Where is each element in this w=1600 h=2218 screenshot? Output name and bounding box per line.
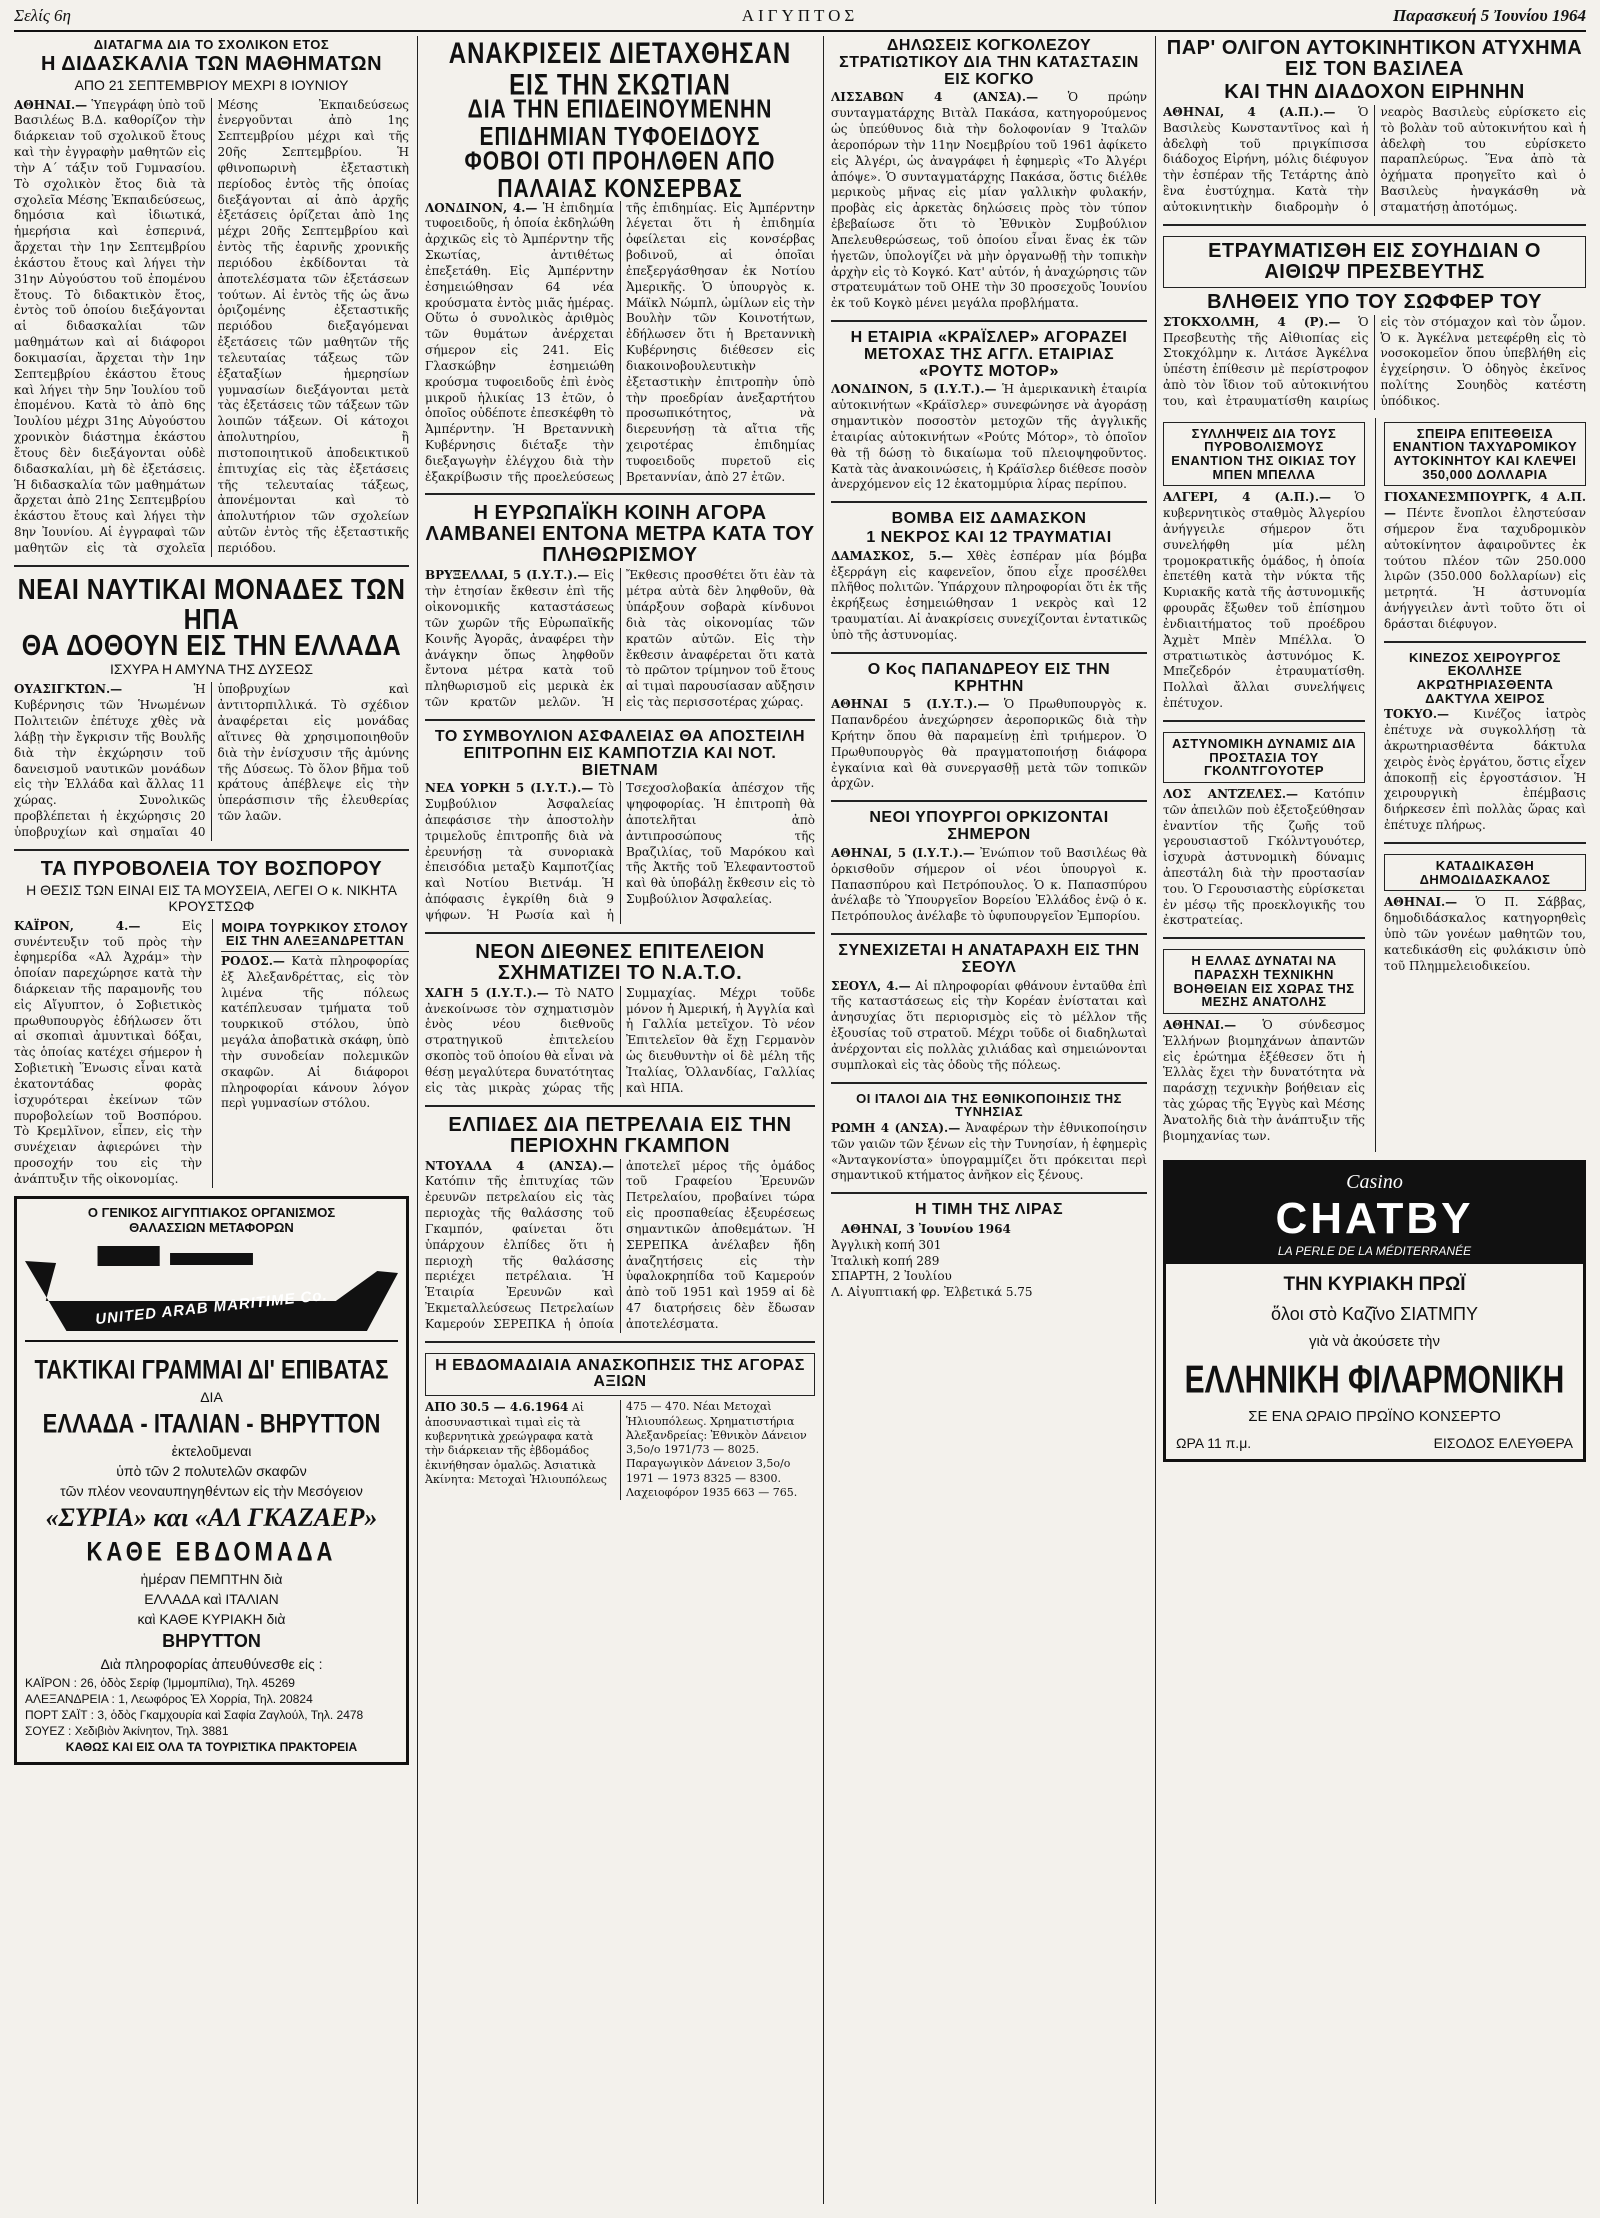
dateline: ΔΑΜΑΣΚΟΣ, 5.— bbox=[831, 548, 954, 563]
headline: ΚΑΙ ΤΗΝ ΔΙΑΔΟΧΟΝ ΕΙΡΗΝΗΝ bbox=[1224, 81, 1525, 103]
article-body bbox=[831, 1121, 1147, 1184]
dateline: ΑΠΟ 30.5 — 4.6.1964 bbox=[425, 1400, 569, 1415]
headline: 1 ΝΕΚΡΟΣ ΚΑΙ 12 ΤΡΑΥΜΑΤΙΑΙ bbox=[866, 528, 1112, 546]
split-right bbox=[1375, 418, 1586, 1153]
article-text: Πέντε ἔνοπλοι ἐληστεύσαν σήμερον ἕνα ταχυδρομικὸν αὐτοκίνητον ἀφαιροῦντες ἐκ τούτου πλέον τῶν 250.000 λιρῶν (350.000 δολλαρίων) εἰς μετρητά. Ἡ ἀστυνομία ἀνήγγειλεν ἀντὶ τοῦτο ὅτι οἱ δράσται διέφυγον. bbox=[1384, 506, 1586, 631]
article-lira bbox=[831, 1192, 1147, 1301]
casino-script: Casino bbox=[1346, 1171, 1403, 1194]
dateline: ΤΟΚΥΟ.— bbox=[1384, 707, 1450, 722]
headline: ΕΛΠΙΔΕΣ ΔΙΑ ΠΕΤΡΕΛΑΙΑ ΕΙΣ ΤΗΝ ΠΕΡΙΟΧΗΝ ΓΚΑΜΠΟΝ bbox=[448, 1113, 792, 1157]
ad-line: ΕΛΛΑΔΑ καὶ ΙΤΑΛΙΑΝ bbox=[144, 1590, 279, 1607]
ad-line: ἐκτελοῦμεναι bbox=[171, 1442, 252, 1459]
headline: ΝΕΟΝ ΔΙΕΘΝΕΣ ΕΠΙΤΕΛΕΙΟΝ ΣΧΗΜΑΤΙΖΕΙ ΤΟ Ν.Α.Τ.Ο. bbox=[475, 940, 765, 984]
dateline: ΡΟΔΟΣ.— bbox=[221, 953, 285, 968]
article-body bbox=[1163, 1018, 1365, 1145]
article-text: Αἱ πληροφορίαι φθάνουν ἐνταῦθα ἐπὶ τῆς καταστάσεως εἰς τὴν Κορέαν ἐνίσταται καὶ ἀνησυχίας ὅτι περιορισμὸς εἰς τὸ μέλλον τῆς ἐξουσίας τοῦ στρατοῦ. Μέχρι τοῦδε οἱ διαδηλωταὶ ἀνέρχονται εἰς πολλὰς χιλιάδας καὶ σημειώνονται συμπλοκαὶ εἰς τὰς ὁδοὺς τῆς πόλεως. bbox=[831, 978, 1147, 1072]
article-body bbox=[14, 682, 409, 840]
headline: ΤΑ ΠΥΡΟΒΟΛΕΙΑ ΤΟΥ ΒΟΣΠΟΡΟΥ bbox=[40, 857, 383, 880]
headline: ΦΟΒΟΙ ΟΤΙ ΠΡΟΗΛΘΕΝ ΑΠΟ ΠΑΛΑΙΑΣ ΚΟΝΣΕΡΒΑΣ bbox=[464, 147, 776, 204]
dateline: ΛΙΣΣΑΒΩΝ 4 (ΑΝΣΑ).— bbox=[831, 90, 1039, 105]
ad-line: Διὰ πληροφορίας ἀπευθύνεσθε εἰς : bbox=[100, 1655, 323, 1672]
column-rule bbox=[1155, 36, 1156, 2204]
article-ben-bella bbox=[1163, 422, 1365, 712]
article-body bbox=[831, 549, 1147, 644]
article-king-accident bbox=[1163, 38, 1586, 216]
article-damascus-bomb bbox=[831, 501, 1147, 644]
casino-name: CHATBY bbox=[1275, 1194, 1474, 1244]
column-3 bbox=[831, 36, 1147, 2204]
article-nato bbox=[425, 932, 815, 1097]
dateline: ΟΥΑΣΙΓΚΤΩΝ.— bbox=[14, 682, 123, 697]
column-rule bbox=[823, 36, 824, 2204]
article-text: Ὁ Βασιλεὺς Κωνσταντῖνος καὶ ἡ ἀδελφὴ τοῦ πριγκίπισσα διάδοχος Εἰρήνη, μόλις διέφυγον τὴν ἑσπέραν τῆς Τετάρτης ἀπὸ ἓνα ἐυστύχημα. Κατὰ τὴν αὐτοκινητικὴν διαδρομὴν ὁ νεαρὸς Βασιλεὺς εὑρίσκετο εἰς τὸ βολὰν τοῦ αὐτοκινήτου καὶ ἡ ἀδελφὴ του εὑρίσκετο παραπλεύρως. Ἕνα ἀπὸ τὰ ὀχήματα προηγεῖτο καὶ ὁ Βασιλεὺς ἠναγκάσθη νὰ σταματήσῃ ἀποτόμως. bbox=[1163, 105, 1586, 214]
headline: ΔΗΛΩΣΕΙΣ ΚΟΓΚΟΛΕΖΟΥ ΣΤΡΑΤΙΩΤΙΚΟΥ ΔΙΑ ΤΗΝ ΚΑΤΑΣΤΑΣΙΝ ΕΙΣ ΚΟΓΚΟ bbox=[839, 37, 1139, 88]
headline: ΝΕΑΙ ΝΑΥΤΙΚΑΙ ΜΟΝΑΔΕΣ ΤΩΝ ΗΠΑ bbox=[17, 573, 406, 636]
subheadline: ΙΣΧΥΡΑ Η ΑΜΥΝΑ ΤΗΣ ΔΥΣΕΩΣ bbox=[109, 661, 314, 678]
article-body bbox=[425, 781, 815, 923]
paper-title: ΑΙΓΥΠΤΟΣ bbox=[741, 6, 859, 25]
headline: ΑΣΤΥΝΟΜΙΚΗ ΔΥΝΑΜΙΣ ΔΙΑ ΠΡΟΣΤΑΣΙΑ ΤΟΥ ΓΚΟΛΝΤΓΟΥΟΤΕΡ bbox=[1163, 732, 1365, 783]
headline: Ο Κος ΠΑΠΑΝΔΡΕΟΥ ΕΙΣ ΤΗΝ ΚΡΗΤΗΝ bbox=[867, 660, 1111, 695]
dateline: ΓΙΟΧΑΝΕΣΜΠΟΥΡΓΚ, 4 Α.Π.— bbox=[1384, 490, 1586, 521]
headline: Η ΕΛΛΑΣ ΔΥΝΑΤΑΙ ΝΑ ΠΑΡΑΣΧΗ ΤΕΧΝΙΚΗΝ ΒΟΗΘΕΙΑΝ ΕΙΣ ΧΩΡΑΣ ΤΗΣ ΜΕΣΗΣ ΑΝΑΤΟΛΗΣ bbox=[1163, 949, 1365, 1014]
article-body bbox=[14, 919, 202, 1188]
split-left bbox=[1163, 418, 1365, 1153]
article-text: Κατόπιν τῆς ἐπιτυχίας τῶν ἐρευνῶν πετρελαίου εἰς τὰς περιοχὰς τῆς θαλάσσης τοῦ Γκαμπόν, φαίνεται ὅτι ὑπάρχουν ἐλπίδες ὅτι ἡ περιοχὴ τῆς θαλάσσης περιέχει πετρέλαια. Ἡ Ἑταιρία Ἐρευνῶν καὶ Ἐκμεταλλεύσεως Πετρελαίων Καμερούν ΣΕΡΕΠΚΑ ἡ ὁποία ἀποτελεῖ μέρος τῆς ὁμάδος τοῦ Γραφείου Ἐρευνῶν Πετρελαίου, προβαίνει τώρα εἰς προσπαθείας ἐξευρέσεως σημαντικῶν ἀποθεμάτων. Ἡ ΣΕΡΕΠΚΑ ἀνέλαβεν ἤδη ἀναζητήσεις εἰς τὴν ὑφαλοκρηπίδα τοῦ Καμερούν ἀπὸ τοῦ 1951 καὶ 1959 αἱ δὲ 47 διατρήσεις δὲν ἔδωσαν ἀποτελέσματα. bbox=[425, 1158, 815, 1331]
dateline: ΑΘΗΝΑΙ, 3 Ἰουνίου 1964 bbox=[841, 1221, 1011, 1236]
ad-address: ΠΟΡΤ ΣΑΪΤ : 3, ὁδὸς Γκαμχουρία καὶ Σαφία Ζαγλούλ, Τηλ. 2478 bbox=[25, 1707, 364, 1722]
ad-footer: ΚΑΘΩΣ ΚΑΙ ΕΙΣ ΟΛΑ ΤΑ ΤΟΥΡΙΣΤΙΚΑ ΠΡΑΚΤΟΡΕΙΑ bbox=[65, 1739, 358, 1754]
dateline: ΑΛΓΕΡΙ, 4 (Α.Π.).— bbox=[1163, 490, 1332, 505]
article-crete bbox=[831, 652, 1147, 793]
column-1 bbox=[14, 36, 409, 2204]
headline: ΕΤΡΑΥΜΑΤΙΣΘΗ ΕΙΣ ΣΟΥΗΔΙΑΝ Ο ΑΙΘΙΩΨ ΠΡΕΣΒΕΥΤΗΣ bbox=[1163, 236, 1586, 288]
ad-line: ΔΙΑ bbox=[200, 1388, 223, 1405]
dateline: ΝΤΟΥΑΛΑ 4 (ΑΝΣΑ).— bbox=[425, 1158, 614, 1173]
headline: ΣΠΕΙΡΑ ΕΠΙΤΕΘΕΙΣΑ ΕΝΑΝΤΙΟΝ ΤΑΧΥΔΡΟΜΙΚΟΥ ΑΥΤΟΚΙΝΗΤΟΥ ΚΑΙ ΚΛΕΨΕΙ 350,000 ΔΟΛΛΑΡΙΑ bbox=[1384, 422, 1586, 487]
ad-frequency: ΚΑΘΕ ΕΒΔΟΜΑΔΑ bbox=[86, 1536, 337, 1567]
article-body bbox=[425, 568, 815, 710]
article-robbery bbox=[1384, 422, 1586, 633]
column-4 bbox=[1163, 36, 1586, 2204]
article-chinese-surgeon bbox=[1384, 641, 1586, 834]
article-text: Ὁ Πρεσβευτὴς τῆς Αἰθιοπίας εἰς Στοκχόλμην κ. Λιτάσε Ἀγκέλνα ὑπέστη ἐπίθεσιν μὲ περίστροφον ἀπὸ τὸν ἴδιον τοῦ αὐτοκινήτου του, καὶ ἐτραυματίσθη καιρίως εἰς τὸν στόμαχον καὶ τὸν ὦμον. Ὁ κ. Ἀγκέλνα μετεφέρθη εἰς τὸ νοσοκομεῖον ὅπου ὑπεβλήθη εἰς ἐγχείρησιν. Ὁ ὁδηγὸς ἐκεῖνος πολίτης Σουηδὸς κατέστη ὑπόδικος. bbox=[1163, 314, 1586, 408]
dateline: ΚΑΪΡΟΝ, 4.— bbox=[14, 918, 141, 933]
article-body bbox=[1384, 490, 1586, 632]
article-technical-aid bbox=[1163, 937, 1365, 1144]
article-body bbox=[831, 697, 1147, 792]
headline: Η ΕΤΑΙΡΙΑ «ΚΡΑΪΣΛΕΡ» ΑΓΟΡΑΖΕΙ ΜΕΤΟΧΑΣ ΤΗΣ ΑΓΓΛ. ΕΤΑΙΡΙΑΣ «ΡΟΥΤΣ ΜΟΤΟΡ» bbox=[850, 328, 1128, 380]
headline: ΘΑ ΔΟΘΟΥΝ ΕΙΣ ΤΗΝ ΕΛΛΑΔΑ bbox=[21, 630, 402, 663]
ad-casino-chatby bbox=[1163, 1160, 1586, 1462]
article-body bbox=[1163, 490, 1365, 712]
article-body bbox=[831, 90, 1147, 312]
article-text: Ὁ Π. Σάββας, δημοδιδάσκαλος κατηγορηθεὶς ὑπὸ τῶν γονέων μαθητῶν του, κατεδικάσθη εἰς φυλάκισιν ὑπὸ τοῦ Πλημμελειοδικείου. bbox=[1384, 895, 1586, 973]
article-body bbox=[221, 954, 409, 1112]
concert-time: ΩΡΑ 11 π.μ. bbox=[1176, 1435, 1252, 1452]
ad-line: ΤΗΝ ΚΥΡΙΑΚΗ ΠΡΩΪ bbox=[1283, 1274, 1466, 1296]
dateline: ΡΩΜΗ 4 (ΑΝΣΑ).— bbox=[831, 1120, 961, 1135]
headline: Η ΔΙΔΑΣΚΑΛΙΑ ΤΩΝ ΜΑΘΗΜΑΤΩΝ bbox=[40, 52, 383, 75]
ad-line: τῶν πλέον νεοναυπηγηθέντων εἰς τὴν Μεσόγειον bbox=[60, 1482, 363, 1499]
article-text: Τὸ Συμβούλιον Ἀσφαλείας ἀπεφάσισε τὴν ἀποστολὴν τριμελοῦς ἐπιτροπῆς διὰ νὰ ἐρευνήσῃ τὰ συνοριακὰ ἐπεισόδια μεταξὺ Καμποτζίας καὶ Νοτίου Βιετνάμ. Ἡ ἀπόφασις ἐγκρίθη διὰ 9 ψήφων. Ἡ Ρωσία καὶ ἡ Τσεχοσλοβακία ἀπέσχον τῆς ψηφοφορίας. Ἡ ἐπιτροπὴ θὰ ἀποτελῆται ἀπὸ ἀντιπροσώπους τῆς Βραζιλίας, τοῦ Μαρόκου καὶ τῆς Ἀκτῆς τοῦ Ἐλεφαντοστοῦ καὶ θὰ ὑποβάλῃ ἔκθεσιν εἰς τὸ Συμβούλιον Ἀσφαλείας. bbox=[425, 781, 815, 922]
ad-org: Ο ΓΕΝΙΚΟΣ ΑΙΓΥΠΤΙΑΚΟΣ ΟΡΓΑΝΙΣΜΟΣ bbox=[87, 1204, 336, 1220]
article-body bbox=[1384, 895, 1586, 974]
headline: ΣΥΝΕΧΙΖΕΤΑΙ Η ΑΝΑΤΑΡΑΧΗ ΕΙΣ ΤΗΝ ΣΕΟΥΛ bbox=[838, 942, 1140, 976]
page-number: Σελίς 6η bbox=[14, 6, 71, 25]
ad-line: ΒΗΡΥΤΤΟΝ bbox=[162, 1630, 261, 1651]
headline: ΒΛΗΘΕΙΣ ΥΠΟ ΤΟΥ ΣΩΦΦΕΡ ΤΟΥ bbox=[1207, 290, 1542, 313]
article-ethiopian-ambassador bbox=[1163, 224, 1586, 410]
article-text: Ἡ Κυβέρνησις τῶν Ἡνωμένων Πολιτειῶν ἐπέτυχε χθὲς νὰ λάβῃ τὴν ἔγκρισιν τῆς Βουλῆς διὰ τὴν ἐκχώρησιν τοῦ δανεισμοῦ ναυτικῶν μονάδων εἰς τὴν Ἑλλάδα καὶ ἄλλας 11 χώρας. Συνολικῶς προβλέπεται ἡ ἐκχώρησις 20 ὑποβρυχίων καὶ σημαῖαι 40 ὑποβρυχίων καὶ ἀντιτορπιλλικά. Τὸ σχέδιον ἀναφέρεται εἰς μονάδας αἵτινες θὰ χρησιμοποιηθοῦν διὰ τὴν ἐνίσχυσιν τῆς ἀμύνης τῆς Δύσεως. Τὸ ὅλον βῆμα τοῦ κράτους ἀπέβλεψε εἰς τὴν ὑπεράσπισιν τῆς ἐλευθερίας τῶν λαῶν. bbox=[14, 682, 409, 839]
split-section bbox=[1163, 418, 1586, 1153]
dateline: ΑΘΗΝΑΙ.— bbox=[14, 97, 88, 112]
article-body bbox=[831, 1222, 1147, 1301]
issue-date: Παρασκευή 5 Ἰουνίου 1964 bbox=[1392, 6, 1586, 25]
article-chrysler bbox=[831, 320, 1147, 493]
dateline: ΣΕΟΥΛ, 4.— bbox=[831, 978, 911, 993]
headline: ΠΑΡ' ΟΛΙΓΟΝ ΑΥΤΟΚΙΝΗΤΙΚΟΝ ΑΤΥΧΗΜΑ ΕΙΣ ΤΟΝ ΒΑΣΙΛΕΑ bbox=[1166, 37, 1583, 80]
article-naval-units bbox=[14, 565, 409, 841]
chatby-banner bbox=[1166, 1163, 1583, 1264]
dateline: ΛΟΝΔΙΝΟΝ, 5 (Ι.Υ.Τ.).— bbox=[831, 382, 997, 397]
article-text: Ὁ κυβερνητικὸς σταθμὸς Ἀλγερίου ἀνήγγειλε σήμερον ὅτι συνελήφθη μία μέλη τρομοκρατικῆς ὁμάδος, ἡ ὁποία ἐπετέθη κατὰ τὴν νύκτα τῆς Κυριακῆς κατὰ τῆς ἀστυνομικῆς φρουρᾶς ἔξωθεν τοῦ ἐπίσημου ἐνδιαιτήματος τοῦ προέδρου Ἀχμὲτ Μπὲν Μπέλλα. Ὁ στρατιωτικὸς ἀστυνόμος Κ. Μπεζεδρόν ἐτραυματίσθη. Πολλαὶ ἄλλαι συνελήψεις ἐπέτυχον. bbox=[1163, 490, 1365, 711]
article-text: Κατόπιν τῶν ἀπειλῶν ποὺ ἐξετοξεύθησαν ἐναντίον τῆς ζωῆς τοῦ γερουσιαστοῦ Γκόλντγουότερ, ἰσχυρὰ ἀστυνομικὴ δύναμις ἀπεστάλη διὰ τὴν προστασίαν του. Ὁ Γερουσιαστὴς εὑρίσκεται ἐν μέσῳ τῆς προεκλογικῆς του ἐκστρατείας. bbox=[1163, 786, 1365, 928]
dateline: ΛΟΣ ΑΝΤΖΕΛΕΣ.— bbox=[1163, 786, 1298, 801]
ad-routes: ΕΛΛΑΔΑ - ΙΤΑΛΙΑΝ - ΒΗΡΥΤΤΟΝ bbox=[42, 1408, 381, 1439]
article-tunisia bbox=[831, 1082, 1147, 1185]
rate-line: Ἀγγλικὴ κοπή 301 bbox=[831, 1237, 942, 1252]
headline: ΚΑΤΑΔΙΚΑΣΘΗ ΔΗΜΟΔΙΔΑΣΚΑΛΟΣ bbox=[1384, 854, 1586, 891]
article-school-year bbox=[14, 38, 409, 557]
article-seoul bbox=[831, 933, 1147, 1074]
article-text: Κινέζος ἰατρὸς ἐπέτυχε νὰ συγκολλήσῃ τὰ ἀκρωτηριασθέντα δάκτυλα χειρὸς ἑνὸς ἐργάτου, ὅστις εἶχεν ἀποκοπῇ εἰς ἐργοστάσιον. Ἡ χειρουργικὴ ἐπέμβασις διήρκεσεν ἐπὶ πολλὰς ὥρας καὶ ἐπέτυχε πλήρως. bbox=[1384, 707, 1586, 833]
article-text: Ἡ ἐπιδημία τυφοειδοῦς, ἡ ὁποία ἐκδηλώθη ἀρχικῶς εἰς τὸ Ἀμπέρντην τῆς Σκωτίας, ἀντιθέτως ἐπεξετάθη. Εἰς Ἀμπέρντην ἐσημειώθησαν 64 νέα κρούσματα ἐντὸς μιᾶς ἡμέρας. Οὕτω ὁ συνολικὸς ἀριθμὸς τῶν θυμάτων ἀνέρχεται σήμερον εἰς 241. Εἰς Γλασκώβην ἐσημειώθη κρούσμα τυφοειδοῦς ἐπὶ ἑνὸς μικροῦ ἡλικίας 13 ἐτῶν, ὁ ὁποῖος οὐδέποτε ἐπεσκέφθη τὸ Ἀμπέρντην. Ἡ Βρεταννικὴ Κυβέρνησις διέταξε τὴν διεξαγωγὴν ἐλέγχου διὰ τὴν ἐξακρίβωσιν τῆς προελεύσεως τῆς ἐπιδημίας. Εἰς Ἀμπέρντην λέγεται ὅτι ἡ ἐπιδημία ὀφείλεται εἰς κονσέρβας βοδινοῦ, αἱ ὁποῖαι ἐπεξεργάσθησαν ἐκ Νοτίου Ἀμερικῆς. Ὁ ὑπουργὸς κ. Μάϊκλ Νώμπλ, ὡμίλων εἰς τὴν Βουλὴν τῶν Κοινοτήτων, ἐδήλωσεν ὅτι ἡ Βρεταννικὴ Κυβέρνησις διέθεσεν εἰς διακοινοβουλευτικὴν ἐξεταστικὴν ἐπιτροπὴν ὑπὸ τὴν προεδρίαν ἀνεξαρτήτου προσωπικότητος, νὰ διερευνήσῃ τὰ αἴτια τῆς χειροτέρας ἐπιδημίας τυφοειδοῦς πυρετοῦ εἰς Βρεταννίαν, ἀπὸ 27 ἐτῶν. bbox=[425, 200, 815, 484]
dateline: ΝΕΑ ΥΟΡΚΗ 5 (Ι.Υ.Τ.).— bbox=[425, 781, 594, 796]
dateline: ΒΡΥΞΕΛΛΑΙ, 5 (Ι.Υ.Τ.).— bbox=[425, 568, 590, 583]
article-text: Ἀναφέρων τὴν ἐθνικοποίησιν τῶν γαιῶν τῶν ξένων εἰς τὴν Τυνησίαν, ἡ ἐφημερὶς «Ἀνταγκονίστα» ὑπογραμμίζει ὅτι πρόκειται περὶ σημαντικοῦ κτήματος ἀνῆκον εἰς ξένους. bbox=[831, 1120, 1147, 1183]
ad-ship-names: «ΣΥΡΙΑ» και «ΑΛ ΓΚΑΖΑΕΡ» bbox=[45, 1502, 378, 1532]
headline: Η ΕΥΡΩΠΑΪΚΗ ΚΟΙΝΗ ΑΓΟΡΑ ΛΑΜΒΑΝΕΙ ΕΝΤΟΝΑ ΜΕΤΡΑ ΚΑΤΑ ΤΟΥ ΠΛΗΘΩΡΙΣΜΟΥ bbox=[425, 502, 815, 567]
article-text: Ἡ ἀμερικανικὴ ἑταιρία αὐτοκινήτων «Κράϊσλερ» συνεφώνησε νὰ ἀγοράσῃ σημαντικὸν ποσοστὸν μετοχῶν τῆς ἀγγλικῆς ἑταιρίας αὐτοκινήτων «Ρούτς Μότορ», τὸ ὁποῖον θὰ τῇ δώσῃ τὸ δικαίωμα τοῦ πλειοψηφοῦντος. Κατὰ τὰς ἀνακοινώσεις, ἡ Κράϊσλερ διέθεσε ποσὸν ἀνερχόμενον εἰς 12 ἑκατομμύρια λίρας περίπου. bbox=[831, 382, 1147, 492]
ad-orchestra: ΕΛΛΗΝΙΚΗ ΦΙΛΑΡΜΟΝΙΚΗ bbox=[1184, 1359, 1565, 1403]
casino-tagline: LA PERLE DE LA MÉDITERRANÉE bbox=[1277, 1244, 1472, 1259]
article-text: Τὸ ΝΑΤΟ ἀνεκοίνωσε τὸν σχηματισμὸν ἑνὸς νέου διεθνοῦς στρατηγικοῦ ἐπιτελείου σκοπὸς τοῦ ὁποίου θὰ εἶναι νὰ θέσῃ μεγαλύτερα δυνατότητας εἰς τὰς μικρὰς χώρας τῆς Συμμαχίας. Μέχρι τοῦδε μόνον ἡ Ἀμερική, ἡ Ἀγγλία καὶ ἡ Γαλλία μετεῖχον. Τὸ νέον Ἐπιτελεῖον θὰ ἔχῃ Γερμανὸν ὡς διευθυντὴν οἱ δὲ μέλη τῆς Ἰταλίας, Ὁλλανδίας, Γαλλίας καὶ ΗΠΑ. bbox=[425, 985, 815, 1095]
article-scotland-typhoid bbox=[425, 38, 815, 485]
article-turkish-fleet bbox=[212, 919, 409, 1188]
article-text: Εἰς συνέντευξιν τοῦ πρὸς τὴν ἐφημερίδα «Αλ Ἀχράμ» τὴν ὁποίαν παρεχώρησε κατὰ τὴν διάρκειαν τῆς παραμονῆς του εἰς Αἴγυπτον, ὁ Σοβιετικὸς πρωθυπουργὸς ἐδήλωσεν ὅτι αἱ σκοπιαὶ ἀμυντικαὶ δόξαι, τὰς ὁποίας κατέχει σήμερον ἡ Σοβιετικὴ Ἕνωσις εἶναι κατὰ ἑκατοντάδας φορὰς ἰσχυρότεραι ἐκείνων τῶν πυροβολείων τοῦ Βοσπόρου. Τὸ Κρεμλῖνον, εἶπεν, εἰς τὴν συνέχειαν ἀφιερώνει τὴν προσοχήν του εἰς τὴν ἀνάπτυξιν τῆς οἰκονομίας. bbox=[14, 918, 202, 1186]
ad-line: καὶ ΚΑΘΕ ΚΥΡΙΑΚΗ διὰ bbox=[137, 1610, 286, 1627]
subheadline: ΑΠΟ 21 ΣΕΠΤΕΜΒΡΙΟΥ ΜΕΧΡΙ 8 ΙΟΥΝΙΟΥ bbox=[74, 76, 349, 93]
rate-line: ΣΠΑΡΤΗ, 2 Ἰουλίου bbox=[831, 1269, 952, 1284]
ship-illustration bbox=[25, 1241, 398, 1351]
dateline: ΑΘΗΝΑΙ 5 (Ι.Υ.Τ.).— bbox=[831, 697, 990, 712]
article-columns bbox=[14, 919, 409, 1188]
ad-line: ὑπὸ τῶν 2 πολυτελῶν σκαφῶν bbox=[116, 1462, 307, 1479]
ad-headline: ΤΑΚΤΙΚΑΙ ΓΡΑΜΜΑΙ ΔΙ' ΕΠΙΒΑΤΑΣ bbox=[34, 1354, 389, 1385]
headline: ΟΙ ΙΤΑΛΟΙ ΔΙΑ ΤΗΣ ΕΘΝΙΚΟΠΟΙΗΣΙΣ ΤΗΣ ΤΥΝΗΣΙΑΣ bbox=[856, 1090, 1122, 1120]
headline: ΒΟΜΒΑ ΕΙΣ ΔΑΜΑΣΚΟΝ bbox=[891, 510, 1087, 528]
column-rule bbox=[417, 36, 418, 2204]
dateline: ΛΟΝΔΙΝΟΝ, 4.— bbox=[425, 200, 538, 215]
article-text: Αἱ ἀποσυναστικαὶ τιμαὶ εἰς τὰ κυβερνητικὰ χρεώγραφα κατὰ τὴν διάρκειαν τῆς ἑβδομάδος ἐκινήθησαν ὁμαλῶς. Ἀσιατικὰ Ἀκίνητα: Μετοχαὶ Ἡλιουπόλεως 475 — 470. Νέαι Μετοχαὶ Ἡλιουπόλεως. Χρηματιστήρια Ἀλεξανδρείας: Ἐθνικὸν Δάνειον 3,5ο/ο 1971/73 — 8025. Παραγωγικὸν Δάνειον 3,5ο/ο 1971 — 1973 8325 — 8300. Λαχειοφόρον 1935 663 — 765. bbox=[425, 1400, 807, 1500]
headline: ΔΙΑΤΑΓΜΑ ΔΙΑ ΤΟ ΣΧΟΛΙΚΟΝ ΕΤΟΣ bbox=[93, 37, 330, 52]
article-body bbox=[1163, 105, 1586, 216]
article-text: Ὁ σύνδεσμος Ἑλλήνων βιομηχάνων ἀπαντῶν εἰς ἐρώτημα ἐξέθεσεν ὅτι ἡ Ἑλλὰς ἔχει τὴν δυνατότητα νὰ παράσχῃ τεχνικὴν βοήθειαν εἰς τὰς χώρας τῆς Ἐγγὺς καὶ Μέσης Ἀνατολῆς διὰ τὴν ἀνάπτυξιν τῆς βιομηχανίας των. bbox=[1163, 1017, 1365, 1143]
headline: ΣΥΛΛΗΨΕΙΣ ΔΙΑ ΤΟΥΣ ΠΥΡΟΒΟΛΙΣΜΟΥΣ ΕΝΑΝΤΙΟΝ ΤΗΣ ΟΙΚΙΑΣ ΤΟΥ ΜΠΕΝ ΜΠΕΛΛΑ bbox=[1163, 422, 1365, 487]
article-congo bbox=[831, 38, 1147, 312]
article-text: Ὑπεγράφη ὑπὸ τοῦ Βασιλέως Β.Δ. καθορίζον τὴν διάρκειαν τοῦ σχολικοῦ ἔτους καὶ τὴν ἐγγραφὴν μαθητῶν εἰς τὴν Α΄ τάξιν τοῦ Γυμνασίου. Τὸ σχολικὸν ἔτος διὰ τὰ σχολεῖα Μέσης Ἐκπαιδεύσεως, δημόσια καὶ ἰδιωτικά, ἡμερήσια καὶ ἑσπερινά, ἄρχεται τὴν 1ην Σεπτεμβρίου ἑκάστου ἔτους καὶ λήγει τὴν 31ην Αὐγούστου τοῦ ἐπομένου ἔτους. Τὸ διδακτικὸν ἔτος, ἐντὸς τοῦ ὁποίου διεξάγονται αἱ διδασκαλίαι τῶν μαθημάτων καὶ αἱ διάφοροι δοκιμασίαι, ἄρχεται τὴν 1ην Σεπτεμβρίου ἑκάστου ἔτους καὶ λήγει τὴν 5ην Ἰουλίου τοῦ ἐπομένου. Κατὰ τὸ ἀπὸ 6ης Ἰουλίου μέχρι 31ης Αὐγούστου χρονικὸν διάστημα ἑκάστου ἔτους δὲν διεξάγονται οὐδὲ διδασκαλίαι, μὴ δὲ ἐξετάσεις. Ἡ διδασκαλία τῶν μαθημάτων ἄρχεται ἀπὸ 21ης Σεπτεμβρίου ἑκάστου ἔτους καὶ λήγει τὴν 8ην Ἰουνίου. Αἱ ἐγγραφαὶ τῶν μαθητῶν εἰς τὰ σχολεῖα Μέσης Ἐκπαιδεύσεως ἐνεργοῦνται ἀπὸ 1ης Σεπτεμβρίου μέχρι καὶ τῆς 20ῆς Σεπτεμβρίου. Ἡ φθινοπωρινὴ ἐξεταστικὴ περίοδος ἐντὸς τῆς ὁποίας διεξάγονται αἱ ἀπὸ ἀρχῆς ἐξετάσεις ὁρίζεται ἀπὸ 1ης μέχρι 20ῆς Σεπτεμβρίου καὶ ἐντὸς τῆς ἐαρινῆς χρονικῆς περιόδου ἐκδίδονται τὰ ἀποτελέσματα τῶν ἐξετάσεων τούτων. Αἱ ἐντὸς τῆς ὡς ἄνω ὁριζομένης ἐξεταστικῆς περιόδου διεξαγόμεναι ἐξετάσεις τῶν μαθητῶν τῆς τελευταίας τάξεως τῶν ἑξαταξίων ἡμερησίων γυμνασίων διεξάγονται μετὰ τὰς ἐξετάσεις τῶν τάξεων τῶν λοιπῶν τάξεων. Οἱ κάτοχοι ἀπολυτηρίου, ἢ πιστοποιητικοῦ ἀποδεικτικοῦ ἐπιτυχίας εἰς τὰς ἐξετάσεις τῆς τελευταίας τάξεως, ἀπονέμονται καὶ τὸ ἀπολυτήριον τῶν σχολείων αὐτῶν ἐντὸς τῆς ἐξεταστικῆς περιόδου. bbox=[14, 97, 409, 555]
article-text: Ὁ πρώην συνταγματάρχης Βιτὰλ Πακάσα, κατηγορούμενος ὡς ὑπεύθυνος διὰ τὴν δολοφονίαν 9 Ἰταλῶν ἀεροπόρων τὴν 11ην Νοεμβρίου τοῦ 1961 ἀφίκετο εἰς Ἀλγέρι, ὡς ἀναγράφει ἡ ἐφημερὶς «Το Ἀλγέρι ἀπόψε». Ὁ συνταγματάρχης Πακάσα, ὅστις διέλθε μερικοὺς μῆνας εἰς μίαν γαλλικὴν φυλακήν, προβὰς εἰς ἀρκετὰς δηλώσεις πρὸς τὸν τύπον ἐβεβαίωσε ὅτι τὸ Ἐθνικὸν Συμβούλιον Ἀπελευθερώσεως, τοῦ ὁποίου εἶναι ἕνας ἐκ τῶν ἡγετῶν, ὑπολογίζει νὰ μὴν ὀργανωθῇ τὴν τοπικὴν ἀρχὴν εἰς τὸ Κογκό. Κατ' αὐτόν, ἡ ἀναχώρησις τῶν στρατευμάτων τοῦ ΟΗΕ τὴν 30 προσεχοῦς Ἰουνίου ἐκ τοῦ Κογκὸ μένει μεγάλα προβλήματα. bbox=[831, 90, 1147, 311]
article-text: Χθὲς ἑσπέραν μία βόμβα ἐξερράγη εἰς καφενεῖον, ὅπου εἶχε προσέλθει πλῆθος πολιτῶν. Ὑπάρχουν πληροφορίαι ὅτι ἐκ τῆς ἐκρήξεως ἐσημειώθησαν 1 νεκρὸς καὶ 12 τραυματίαι. Αἱ ἀνακρίσεις συνεχίζονται ἐντατικῶς ὑπὸ τῆς ἀστυνομίας. bbox=[831, 548, 1147, 642]
dateline: ΑΘΗΝΑΙ, 5 (Ι.Υ.Τ.).— bbox=[831, 845, 975, 860]
article-body bbox=[1163, 315, 1586, 410]
dateline: ΧΑΓΗ 5 (Ι.Υ.Τ.).— bbox=[425, 985, 549, 1000]
ad-address: ΣΟΥΕΖ : Χεδιβιὸν Ἀκίνητον, Τηλ. 3881 bbox=[25, 1723, 229, 1738]
headline: ΜΟΙΡΑ ΤΟΥΡΚΙΚΟΥ ΣΤΟΛΟΥ ΕΙΣ ΤΗΝ ΑΛΕΞΑΝΔΡΕΤΤΑΝ bbox=[221, 921, 409, 952]
article-body bbox=[831, 979, 1147, 1074]
dateline: ΣΤΟΚΧΟΛΜΗ, 4 (Ρ).— bbox=[1163, 314, 1341, 329]
headline: ΝΕΟΙ ΥΠΟΥΡΓΟΙ ΟΡΚΙΖΟΝΤΑΙ ΣΗΜΕΡΟΝ bbox=[869, 809, 1109, 844]
article-teacher bbox=[1384, 842, 1586, 974]
article-body bbox=[831, 382, 1147, 493]
ship-name: UNITED ARAB MARITIME Co. bbox=[94, 1286, 329, 1328]
headline: ΑΝΑΚΡΙΣΕΙΣ ΔΙΕΤΑΧΘΗΣΑΝ ΕΙΣ ΤΗΝ ΣΚΩΤΙΑΝ bbox=[448, 36, 792, 102]
headline: Η ΕΒΔΟΜΑΔΙΑΙΑ ΑΝΑΣΚΟΠΗΣΙΣ ΤΗΣ ΑΓΟΡΑΣ ΑΞΙΩΝ bbox=[425, 1353, 815, 1397]
article-stock-market bbox=[425, 1341, 815, 1501]
article-text: Ὁ Πρωθυπουργὸς κ. Παπανδρέου ἀνεχώρησεν ἀεροπορικῶς διὰ τὴν Κρήτην ὅπου θὰ παραμείνῃ ἐπὶ τριήμερον. Ὁ Πρωθυπουργὸς θὰ πραγματοποιήσῃ διάφορα ἐγκαίνια καὶ θὰ συνεργασθῇ μετὰ τῶν τοπικῶν ἀρχῶν. bbox=[831, 697, 1147, 791]
ad-footer bbox=[1166, 1431, 1583, 1459]
article-body bbox=[425, 986, 815, 1097]
masthead bbox=[14, 6, 1586, 32]
article-bosporus bbox=[14, 849, 409, 1188]
ad-maritime bbox=[14, 1196, 409, 1765]
article-body bbox=[14, 98, 409, 557]
headline: ΤΟ ΣΥΜΒΟΥΛΙΟΝ ΑΣΦΑΛΕΙΑΣ ΘΑ ΑΠΟΣΤΕΙΛΗ ΕΠΙΤΡΟΠΗΝ ΕΙΣ ΚΑΜΠΟΤΖΙΑ ΚΑΙ ΝΟΤ. ΒΙΕΤΝΑΜ bbox=[434, 727, 806, 779]
article-goldwater bbox=[1163, 720, 1365, 929]
ad-line: γιὰ νὰ ἀκούσετε τὴν bbox=[1308, 1333, 1441, 1351]
article-gabon-oil bbox=[425, 1105, 815, 1333]
article-body bbox=[1163, 787, 1365, 929]
rate-line: Ἰταλικὴ κοπή 289 bbox=[831, 1253, 940, 1268]
ad-org: ΘΑΛΑΣΣΙΩΝ ΜΕΤΑΦΟΡΩΝ bbox=[129, 1219, 294, 1235]
headline: ΔΙΑ ΤΗΝ ΕΠΙΔΕΙΝΟΥΜΕΝΗΝ ΕΠΙΔΗΜΙΑΝ ΤΥΦΟΕΙΔΟΥΣ bbox=[467, 95, 773, 152]
article-ministers bbox=[831, 800, 1147, 925]
article-security-council bbox=[425, 719, 815, 924]
subheadline: Η ΘΕΣΙΣ ΤΩΝ ΕΙΝΑΙ ΕΙΣ ΤΑ ΜΟΥΣΕΙΑ, ΛΕΓΕΙ Ο κ. ΝΙΚΗΤΑ ΚΡΟΥΣΤΣΩΦ bbox=[26, 881, 397, 914]
headline: Η ΤΙΜΗ ΤΗΣ ΛΙΡΑΣ bbox=[914, 1201, 1064, 1219]
dateline: ΑΘΗΝΑΙ.— bbox=[1384, 895, 1458, 910]
ad-line: ἡμέραν ΠΕΜΠΤΗΝ διὰ bbox=[140, 1570, 283, 1587]
article-text: Ἐνώπιον τοῦ Βασιλέως θὰ ὁρκισθοῦν σήμερον οἱ νέοι ὑπουργοὶ κ. Παπασπύρου καὶ Πετρόπουλος. Ὁ κ. Παπασπύρου ἀνέλαβε τὸ Ὑπουργεῖον Βορείου Ἑλλάδος ἐνῷ ὁ κ. Πετρόπουλος ἀνέλαβε τὸ ὑφυπουργεῖον Ἐμπορίου. bbox=[831, 845, 1147, 924]
headline: ΚΙΝΕΖΟΣ ΧΕΙΡΟΥΡΓΟΣ ΕΚΟΛΛΗΣΕ ΑΚΡΩΤΗΡΙΑΣΘΕΝΤΑ ΔΑΚΤΥΛΑ ΧΕΙΡΟΣ bbox=[1409, 649, 1561, 706]
article-body bbox=[425, 1159, 815, 1333]
ad-line: ΣΕ ΕΝΑ ΩΡΑΙΟ ΠΡΩΪΝΟ ΚΟΝΣΕΡΤΟ bbox=[1248, 1408, 1501, 1426]
article-text: Κατὰ πληροφορίας ἐξ Ἀλεξανδρέττας, εἰς τὸν λιμένα τῆς πόλεως κατέπλευσαν τμήματα τοῦ τουρκικοῦ στόλου, ὑπὸ μεγάλα ἀποβατικὰ σκάφη, ὑπὸ τὴν συνοδείαν πολεμικῶν σκαφῶν. Αἱ διάφοροι πληροφορίαι κάνουν λόγον περὶ γυμνασίων στόλου. bbox=[221, 953, 409, 1111]
article-body bbox=[1384, 707, 1586, 834]
article-ecm-inflation bbox=[425, 493, 815, 710]
column-2 bbox=[425, 36, 815, 2204]
article-text: Εἰς τὴν ἐτησίαν ἔκθεσιν ἐπὶ τῆς οἰκονομικῆς καταστάσεως τῶν χωρῶν τῆς Εὐρωπαϊκῆς Κοινῆς Ἀγορᾶς, ἀναφέρει τὴν ἀνάγκην ὅπως ληφθοῦν ἔντονα μέτρα κατὰ τοῦ πληθωρισμοῦ εἰς μερικὰ ἐκ τῶν κρατῶν μελῶν. Ἡ Ἔκθεσις προσθέτει ὅτι ἐὰν τὰ μέτρα αὐτὰ δὲν ληφθοῦν, θὰ ὑπάρξουν σοβαρὰ κίνδυνοι διὰ τὰς οἰκονομίας τῶν κρατῶν αὐτῶν. Εἰς τὴν ἔκθεσιν ἀναφέρεται ὅτι κατὰ τὸ πρῶτον τρίμηνον τοῦ ἔτους αἱ τιμαὶ παρουσίασαν αὔξησιν εἰς τὰς περισσοτέρας χώρας. bbox=[425, 568, 815, 710]
dateline: ΑΘΗΝΑΙ.— bbox=[1163, 1017, 1237, 1032]
ad-address: ΑΛΕΞΑΝΔΡΕΙΑ : 1, Λεωφόρος Ἐλ Χορρία, Τηλ. 20824 bbox=[25, 1691, 313, 1706]
ad-line: ὅλοι στὸ Καζῖνο ΣΙΑΤΜΠΥ bbox=[1271, 1304, 1478, 1325]
ad-address: ΚΑΪΡΟΝ : 26, ὁδὸς Σερίφ (Ἰμμομπίλια), Τηλ. 45269 bbox=[25, 1675, 295, 1690]
dateline: ΑΘΗΝΑΙ, 4 (Α.Π.).— bbox=[1163, 105, 1336, 119]
article-body bbox=[425, 201, 815, 486]
rate-line: Λ. Αἰγυπτιακή φρ. Ἐλβετικά 5.75 bbox=[831, 1285, 1033, 1300]
article-body bbox=[425, 1400, 815, 1500]
entry-free: ΕΙΣΟΔΟΣ ΕΛΕΥΘΕΡΑ bbox=[1433, 1435, 1573, 1452]
article-body bbox=[831, 846, 1147, 925]
